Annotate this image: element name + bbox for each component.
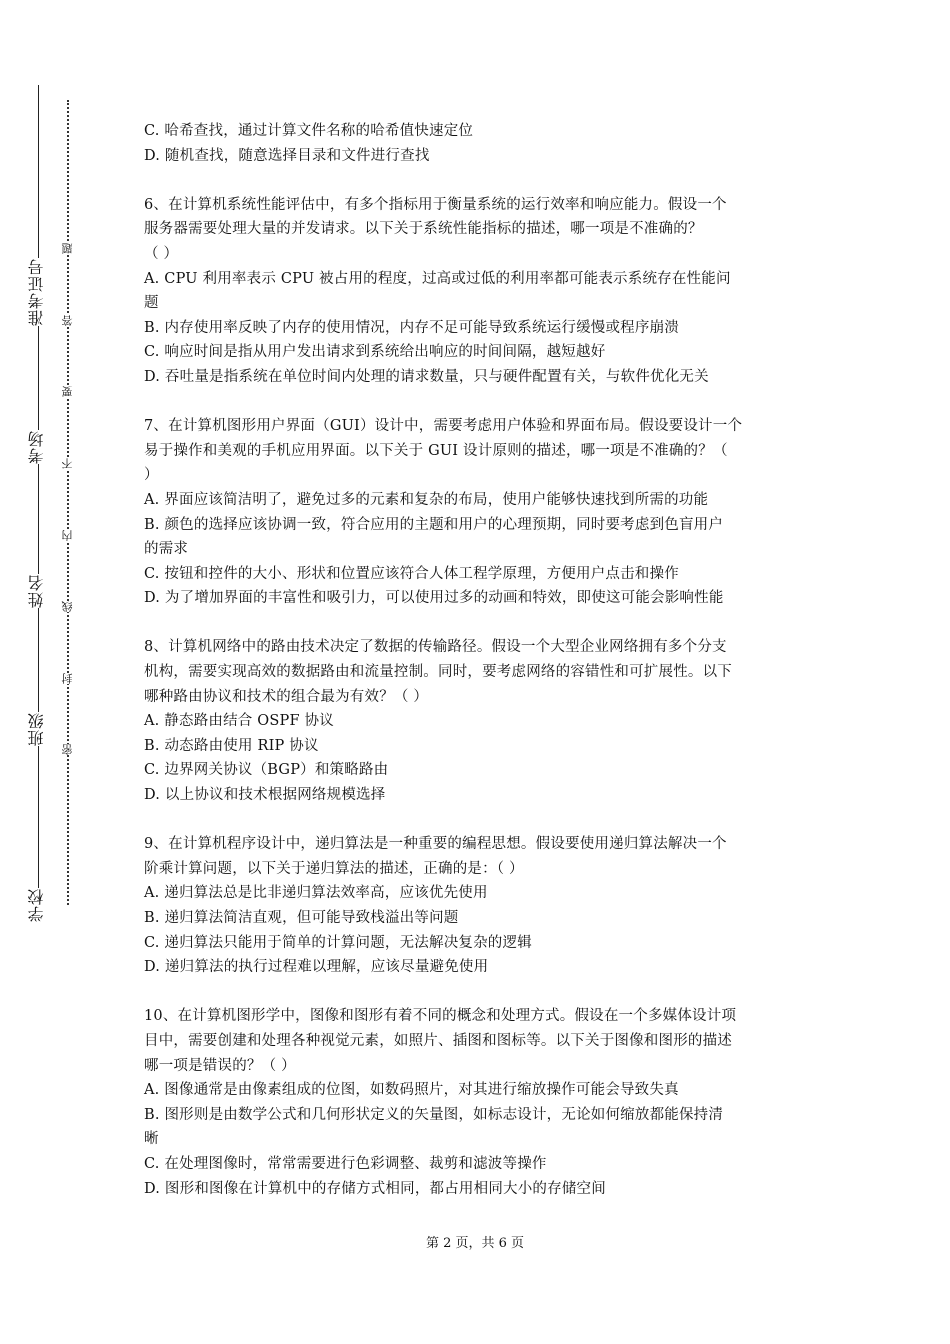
page-number: 第 2 页，共 6 页 [425,1236,525,1251]
option-a: A. CPU 利用率表示 CPU 被占用的程度，过高或过低的利用率都可能表示系统存在性能问 [144,270,731,287]
seal-char: 封 [58,673,78,684]
question-stem: 目中，需要创建和处理各种视觉元素，如照片、插图和图标等。以下关于图像和图形的描述 [144,1032,732,1049]
question-9 [144,832,809,980]
option-b: 晰 [144,1131,159,1148]
question-stem: 7、在计算机图形用户界面（GUI）设计中，需要考虑用户体验和界面布局。假设要设计一个 [144,418,743,435]
option-c: C. 哈希查找，通过计算文件名称的哈希值快速定位 [144,123,474,139]
option-d: D. 递归算法的执行过程难以理解，应该尽量避免使用 [144,959,489,976]
option-d: D. 随机查找，随意选择目录和文件进行查找 [144,147,430,164]
option-d: D. 以上协议和技术根据网络规模选择 [144,787,386,804]
option-c: C. 响应时间是指从用户发出请求到系统给出响应的时间间隔，越短越好 [144,344,606,361]
question-stem: 10、在计算机图形学中，图像和图形有着不同的概念和处理方式。假设在一个多媒体设计项 [144,1008,737,1025]
option-a: A. 递归算法总是比非递归算法效率高，应该优先使用 [144,885,488,902]
class-label: 班级 [22,712,52,746]
option-b: 的需求 [144,541,189,558]
question-stem: 易于操作和美观的手机应用界面。以下关于 GUI 设计原则的描述，哪一项是不准确的？（ [144,442,728,459]
question-stem: 阶乘计算问题，以下关于递归算法的描述，正确的是：（ ） [144,860,524,877]
seal-char: 答 [58,315,78,326]
option-c: C. 按钮和控件的大小、形状和位置应该符合人体工程学原理，方便用户点击和操作 [144,565,679,582]
question-stem: 哪种路由协议和技术的组合最为有效？（ ） [144,688,429,705]
option-a: A. 静态路由结合 OSPF 协议 [144,713,334,730]
question-stem: 6、在计算机系统性能评估中，有多个指标用于衡量系统的运行效率和响应能力。假设一个 [144,196,727,213]
question-6 [144,193,809,390]
seal-char: 题 [58,243,78,254]
binding-margin [0,0,130,1344]
question-content [144,119,809,1201]
answer-blank: ） [144,467,159,484]
school-label: 学校 [22,888,52,922]
option-d: D. 图形和图像在计算机中的存储方式相同，都占用相同大小的存储空间 [144,1180,606,1197]
question-stem: 9、在计算机程序设计中，递归算法是一种重要的编程思想。假设要使用递归算法解决一个 [144,836,727,853]
option-b: B. 动态路由使用 RIP 协议 [144,737,319,754]
seal-char: 不 [58,458,78,469]
option-b: B. 图形则是由数学公式和几何形状定义的矢量图，如标志设计，无论如何缩放都能保持清 [144,1106,724,1123]
option-c: C. 递归算法只能用于简单的计算问题，无法解决复杂的逻辑 [144,934,532,951]
option-b: B. 递归算法简洁直观，但可能导致栈溢出等问题 [144,910,459,926]
seal-char: 要 [58,386,78,397]
exam-number-label: 准考证号 [22,258,52,326]
exam-room-label: 考场 [22,430,52,464]
option-a: 题 [144,295,159,312]
name-label: 姓名 [22,574,52,608]
margin-dotted-line [67,100,69,905]
option-b: B. 颜色的选择应该协调一致，符合应用的主题和用户的心理预期，同时要考虑到色盲用户 [144,516,724,533]
question-stem: 哪一项是错误的？（ ） [144,1057,296,1074]
question-7 [144,414,809,611]
option-c: C. 边界网关协议（BGP）和策略路由 [144,762,389,779]
answer-blank: （ ） [144,245,179,262]
seal-char: 内 [58,530,78,541]
option-b: B. 内存使用率反映了内存的使用情况，内存不足可能导致系统运行缓慢或程序崩溃 [144,319,679,336]
question-stem: 8、计算机网络中的路由技术决定了数据的传输路径。假设一个大型企业网络拥有多个分支 [144,639,727,656]
question-10 [144,1004,809,1201]
option-d: D. 吞吐量是指系统在单位时间内处理的请求数量，只与硬件配置有关，与软件优化无关 [144,368,709,385]
seal-char: 密 [58,744,78,755]
seal-char: 线 [58,601,78,612]
question-stem: 服务器需要处理大量的并发请求。以下关于系统性能指标的描述，哪一项是不准确的？ [144,221,703,238]
question-8 [144,635,809,807]
margin-solid-line [38,85,39,905]
question-stem: 机构，需要实现高效的数据路由和流量控制。同时，要考虑网络的容错性和可扩展性。以下 [144,664,732,681]
option-c: C. 在处理图像时，常常需要进行色彩调整、裁剪和滤波等操作 [144,1155,547,1172]
option-d: D. 为了增加界面的丰富性和吸引力，可以使用过多的动画和特效，即使这可能会影响性能 [144,590,724,607]
option-a: A. 图像通常是由像素组成的位图，如数码照片，对其进行缩放操作可能会导致失真 [144,1082,679,1099]
option-a: A. 界面应该简洁明了，避免过多的元素和复杂的布局，使用户能够快速找到所需的功能 [144,491,709,508]
question-5-continued [144,119,809,168]
